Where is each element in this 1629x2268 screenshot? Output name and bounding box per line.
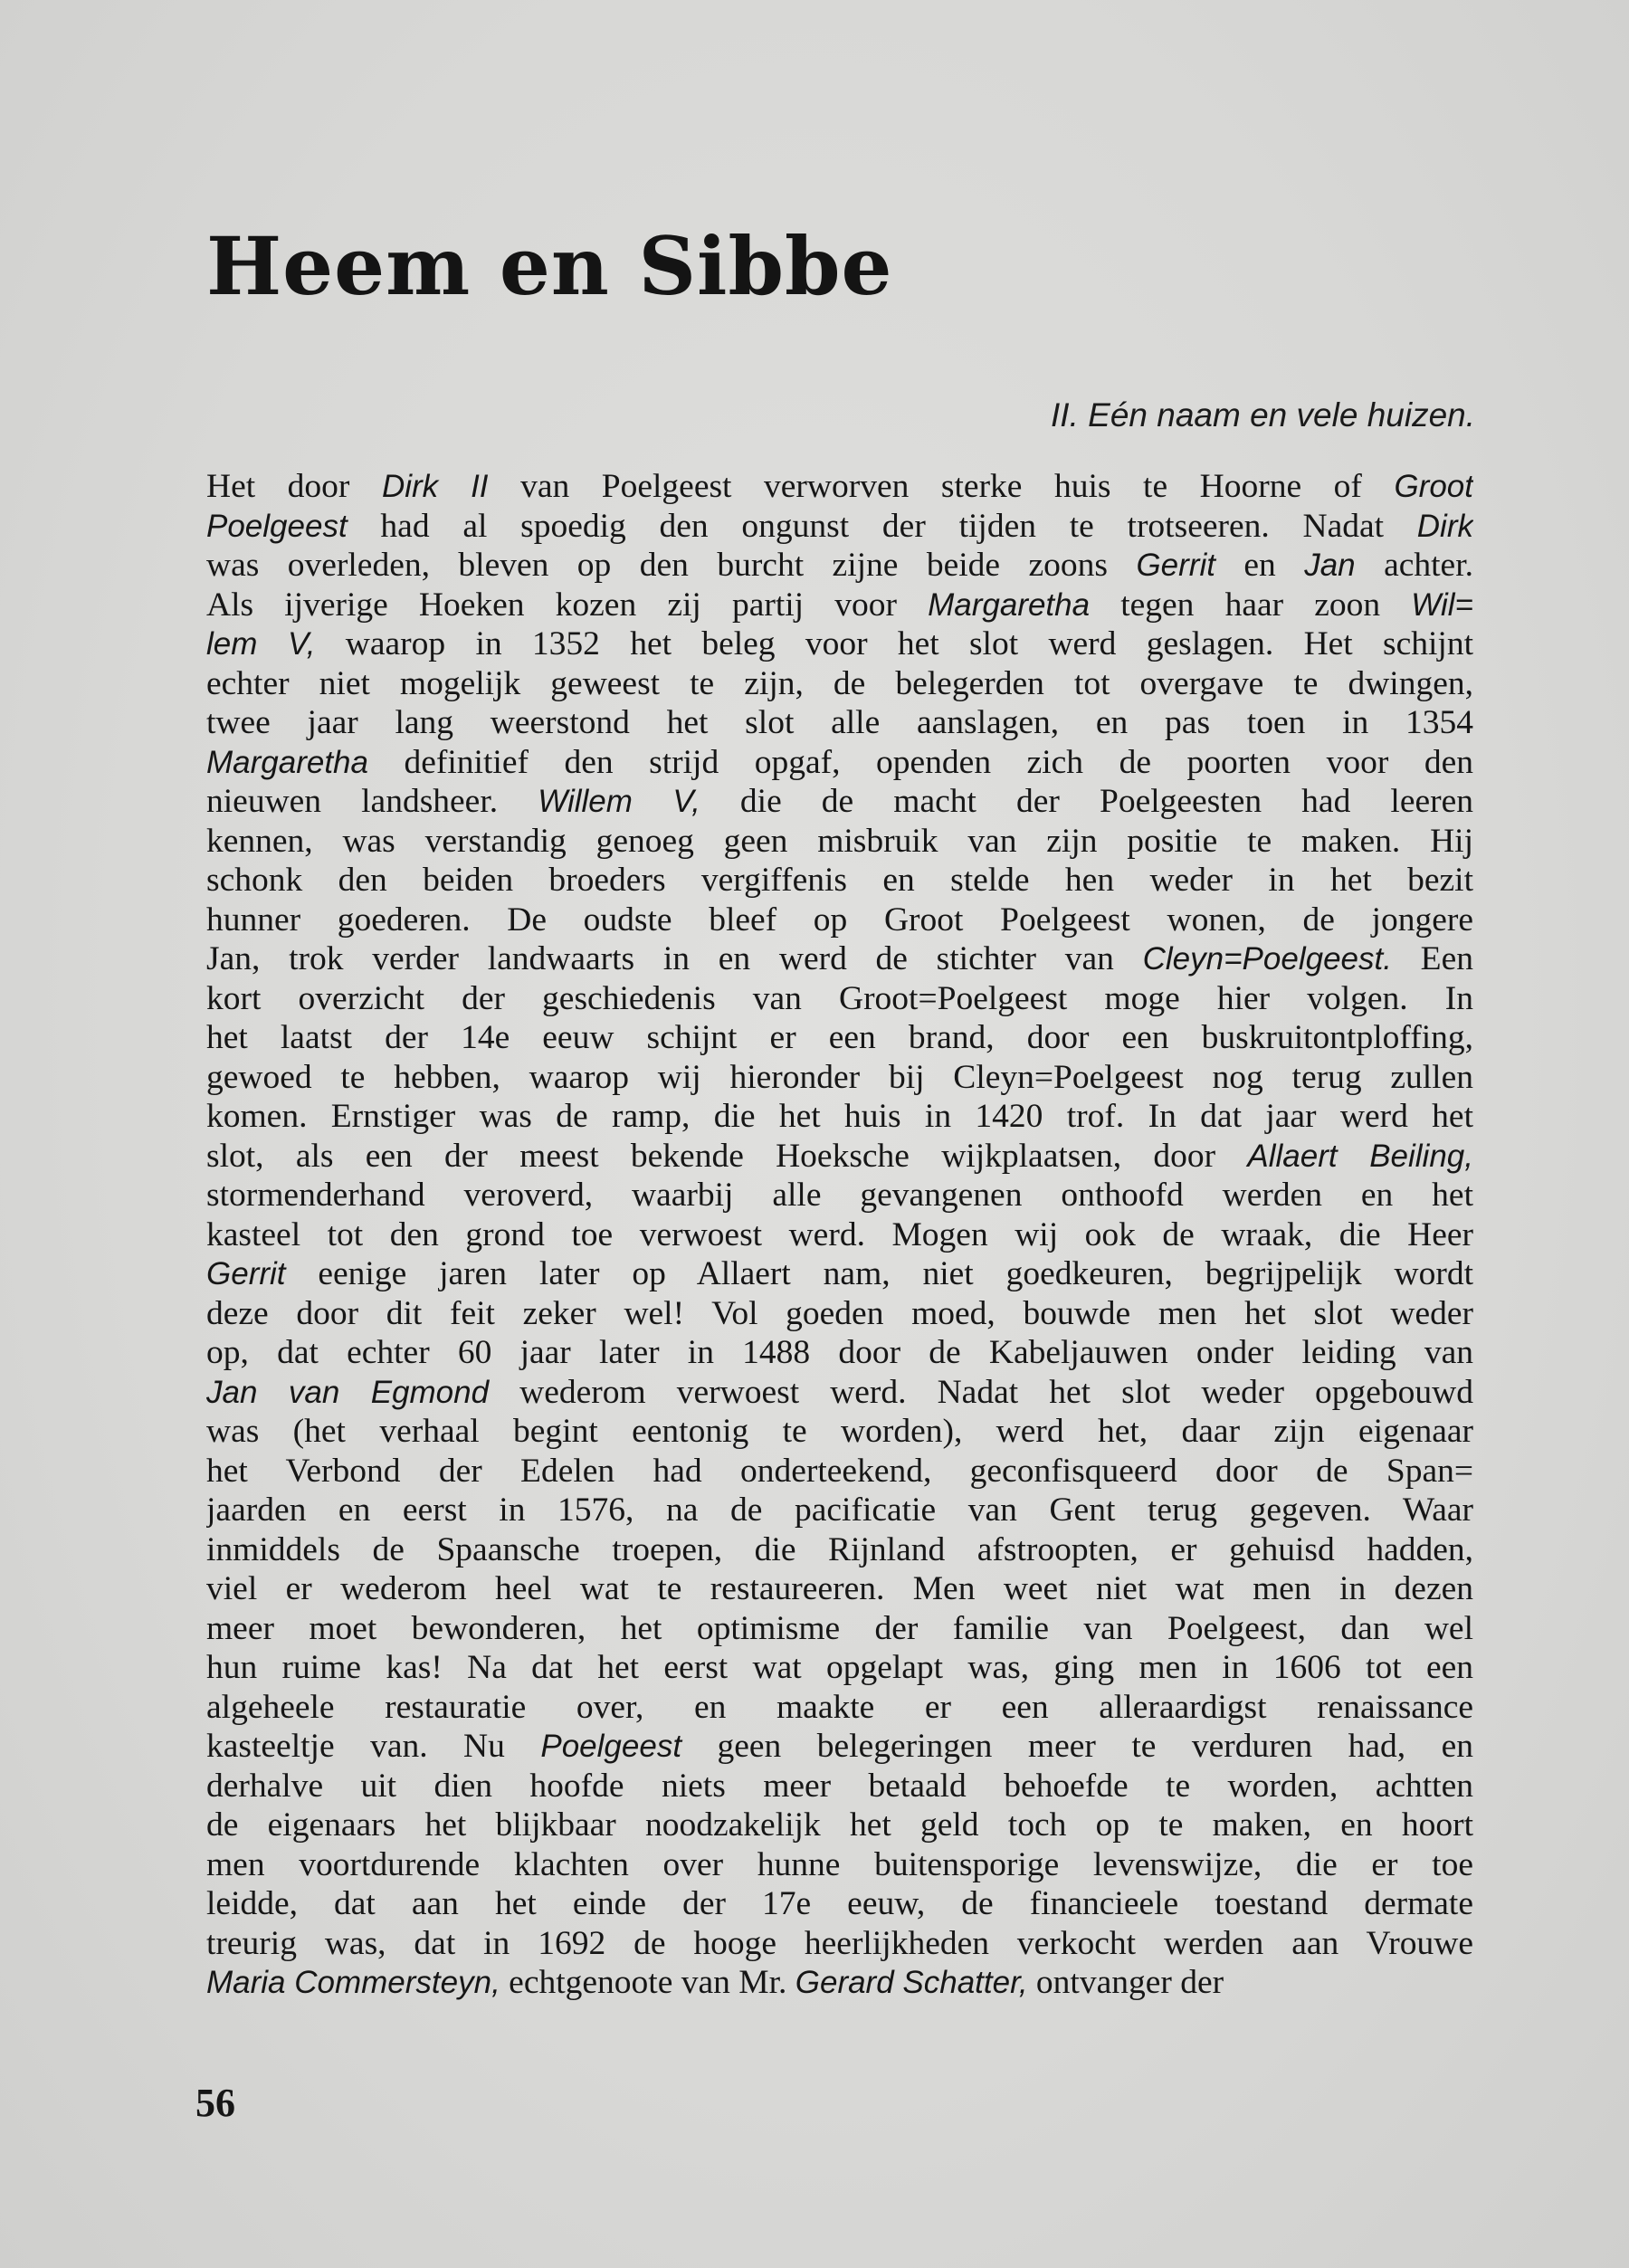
text-segment: ontvanger der — [1027, 1964, 1224, 2001]
text-segment: gewoed te hebben, waarop wij hieronder bij Cleyn=Poelgeest nog terug zullen — [206, 1058, 1473, 1096]
text-segment: nieuwen landsheer. — [206, 783, 538, 820]
text-segment: achter. — [1355, 547, 1473, 584]
text-line — [206, 1137, 1473, 1177]
text-segment: op, dat echter 60 jaar later in 1488 door de Kabeljauwen onder leiding van — [206, 1334, 1473, 1371]
text-line — [206, 586, 1473, 625]
italic-text: Poelgeest — [206, 508, 348, 544]
text-segment: hunner goederen. De oudste bleef op Groot Poelgeest wonen, de jongere — [206, 901, 1473, 939]
italic-text: Cleyn=Poelgeest. — [1142, 941, 1392, 977]
text-line — [206, 1648, 1473, 1688]
text-segment: definitief den strijd opgaf, openden zich de poorten voor den — [367, 743, 1473, 781]
text-line — [206, 979, 1473, 1019]
text-segment: Als ijverige Hoeken kozen zij partij voor — [206, 586, 929, 624]
text-line — [206, 782, 1473, 822]
text-line — [206, 624, 1473, 664]
text-line — [206, 1058, 1473, 1098]
text-line — [206, 1884, 1473, 1924]
text-line — [206, 1569, 1473, 1609]
italic-text: Gerrit — [206, 1256, 286, 1291]
text-line — [206, 1530, 1473, 1570]
italic-text: Wil= — [1411, 586, 1473, 623]
text-segment: Jan, trok verder landwaarts in en werd de stichter van — [206, 940, 1143, 977]
text-segment: komen. Ernstiger was de ramp, die het huis in 1420 trof. In dat jaar werd het — [206, 1098, 1473, 1135]
text-segment: geen belegeringen meer te verduren had, en — [681, 1728, 1473, 1765]
text-line — [206, 1254, 1473, 1294]
text-segment: was overleden, bleven op den burcht zijne beide zoons — [206, 547, 1137, 584]
text-segment: echter niet mogelijk geweest te zijn, de belegerden tot overgave te dwingen, — [206, 664, 1473, 702]
text-segment: twee jaar lang weerstond het slot alle aanslagen, en pas toen in 1354 — [206, 704, 1473, 741]
text-line — [206, 1845, 1473, 1885]
text-line — [206, 703, 1473, 743]
page-number: 56 — [195, 2081, 235, 2125]
italic-text: Willem V, — [538, 784, 700, 819]
text-segment: leidde, dat aan het einde der 17e eeuw, de financieele toestand dermate — [206, 1885, 1473, 1922]
section-subtitle: II. Eén naam en vele huizen. — [1051, 396, 1475, 434]
text-segment: men voortdurende klachten over hunne buitensporige levenswijze, die er toe — [206, 1845, 1473, 1883]
italic-text: Jan van Egmond — [206, 1374, 490, 1410]
text-segment: de eigenaars het blijkbaar noodzakelijk het geld toch op te maken, en hoort — [206, 1806, 1473, 1844]
text-line — [206, 901, 1473, 940]
italic-text: Allaert Beiling, — [1247, 1138, 1473, 1174]
text-line — [206, 1018, 1473, 1058]
text-line — [206, 1963, 1473, 2003]
text-segment: het laatst der 14e eeuw schijnt er een brand, door een buskruitontploffing, — [206, 1019, 1473, 1056]
text-line — [206, 1215, 1473, 1255]
text-segment: kasteel tot den grond toe verwoest werd. Mogen wij ook de wraak, die Heer — [206, 1215, 1473, 1253]
text-segment: jaarden en eerst in 1576, na de pacificatie van Gent terug gegeven. Waar — [206, 1491, 1473, 1529]
text-segment: was (het verhaal begint eentonig te worden), werd het, daar zijn eigenaar — [206, 1413, 1473, 1450]
italic-text: Jan — [1304, 548, 1356, 583]
italic-text: lem V, — [206, 626, 316, 662]
text-line — [206, 1097, 1473, 1137]
text-segment: slot, als een der meest bekende Hoeksche wijkplaatsen, door — [206, 1137, 1248, 1175]
text-segment: hun ruime kas! Na dat het eerst wat opgelapt was, ging men in 1606 tot een — [206, 1649, 1473, 1686]
text-line — [206, 507, 1473, 547]
text-line — [206, 861, 1473, 901]
text-segment: eenige jaren later op Allaert nam, niet goedkeuren, begrijpelijk wordt — [285, 1255, 1473, 1292]
text-segment: kasteeltje van. Nu — [206, 1728, 541, 1765]
text-line — [206, 664, 1473, 704]
text-line — [206, 1412, 1473, 1452]
text-line — [206, 743, 1473, 783]
italic-text: Gerard Schatter, — [795, 1965, 1028, 2000]
text-line — [206, 1373, 1473, 1413]
text-segment: van Poelgeest verworven sterke huis te Hoorne of — [488, 468, 1395, 505]
text-line — [206, 1924, 1473, 1964]
text-line — [206, 546, 1473, 586]
text-line — [206, 1727, 1473, 1767]
text-line — [206, 1806, 1473, 1845]
text-segment: treurig was, dat in 1692 de hooge heerlijkheden verkocht werden aan Vrouwe — [206, 1924, 1473, 1962]
text-line — [206, 1333, 1473, 1373]
text-segment: die de macht der Poelgeesten had leeren — [700, 783, 1473, 820]
text-segment: Een — [1391, 940, 1473, 977]
text-line — [206, 1688, 1473, 1728]
text-segment: echtgenoote van Mr. — [500, 1964, 795, 2001]
text-segment: kennen, was verstandig genoeg geen misbruik van zijn positie te maken. Hij — [206, 822, 1473, 860]
text-segment: Het door — [206, 468, 382, 505]
text-segment: derhalve uit dien hoofde niets meer betaald behoefde te worden, achtten — [206, 1767, 1473, 1805]
text-line — [206, 1491, 1473, 1530]
text-line — [206, 467, 1473, 507]
text-segment: het Verbond der Edelen had onderteekend, geconfisqueerd door de Span= — [206, 1452, 1473, 1490]
italic-text: Dirk II — [381, 469, 489, 504]
text-segment: tegen haar zoon — [1090, 586, 1412, 624]
text-segment: had al spoedig den ongunst der tijden te trotseeren. Nadat — [347, 507, 1417, 545]
text-line — [206, 1609, 1473, 1649]
text-segment: stormenderhand veroverd, waarbij alle gevangenen onthoofd werden en het — [206, 1177, 1473, 1214]
text-segment: inmiddels de Spaansche troepen, die Rijnland afstroopten, er gehuisd hadden, — [206, 1530, 1473, 1568]
italic-text: Poelgeest — [540, 1729, 682, 1764]
text-segment: schonk den beiden broeders vergiffenis en stelde hen weder in het bezit — [206, 862, 1473, 899]
text-segment: en — [1215, 547, 1305, 584]
text-line — [206, 822, 1473, 862]
text-line — [206, 1452, 1473, 1491]
body-text — [206, 467, 1473, 2003]
chapter-title: Heem en Sibbe — [206, 219, 893, 313]
text-segment: waarop in 1352 het beleg voor het slot werd geslagen. Het schijnt — [315, 625, 1473, 662]
italic-text: Groot — [1394, 469, 1473, 504]
italic-text: Margaretha — [206, 744, 368, 780]
text-segment: viel er wederom heel wat te restaureeren. Men weet niet wat men in dezen — [206, 1570, 1473, 1607]
text-segment: algeheele restauratie over, en maakte er een alleraardigst renaissance — [206, 1688, 1473, 1726]
text-segment: meer moet bewonderen, het optimisme der familie van Poelgeest, dan wel — [206, 1609, 1473, 1647]
italic-text: Gerrit — [1136, 548, 1215, 583]
italic-text: Maria Commersteyn, — [206, 1965, 500, 2000]
text-line — [206, 1176, 1473, 1215]
text-line — [206, 939, 1473, 979]
text-line — [206, 1294, 1473, 1334]
text-segment: deze door dit feit zeker wel! Vol goeden moed, bouwde men het slot weder — [206, 1294, 1473, 1332]
text-line — [206, 1767, 1473, 1806]
text-segment: wederom verwoest werd. Nadat het slot weder opgebouwd — [489, 1373, 1473, 1411]
italic-text: Margaretha — [928, 586, 1091, 623]
text-segment: kort overzicht der geschiedenis van Groot=Poelgeest moge hier volgen. In — [206, 979, 1473, 1017]
italic-text: Dirk — [1416, 508, 1473, 544]
